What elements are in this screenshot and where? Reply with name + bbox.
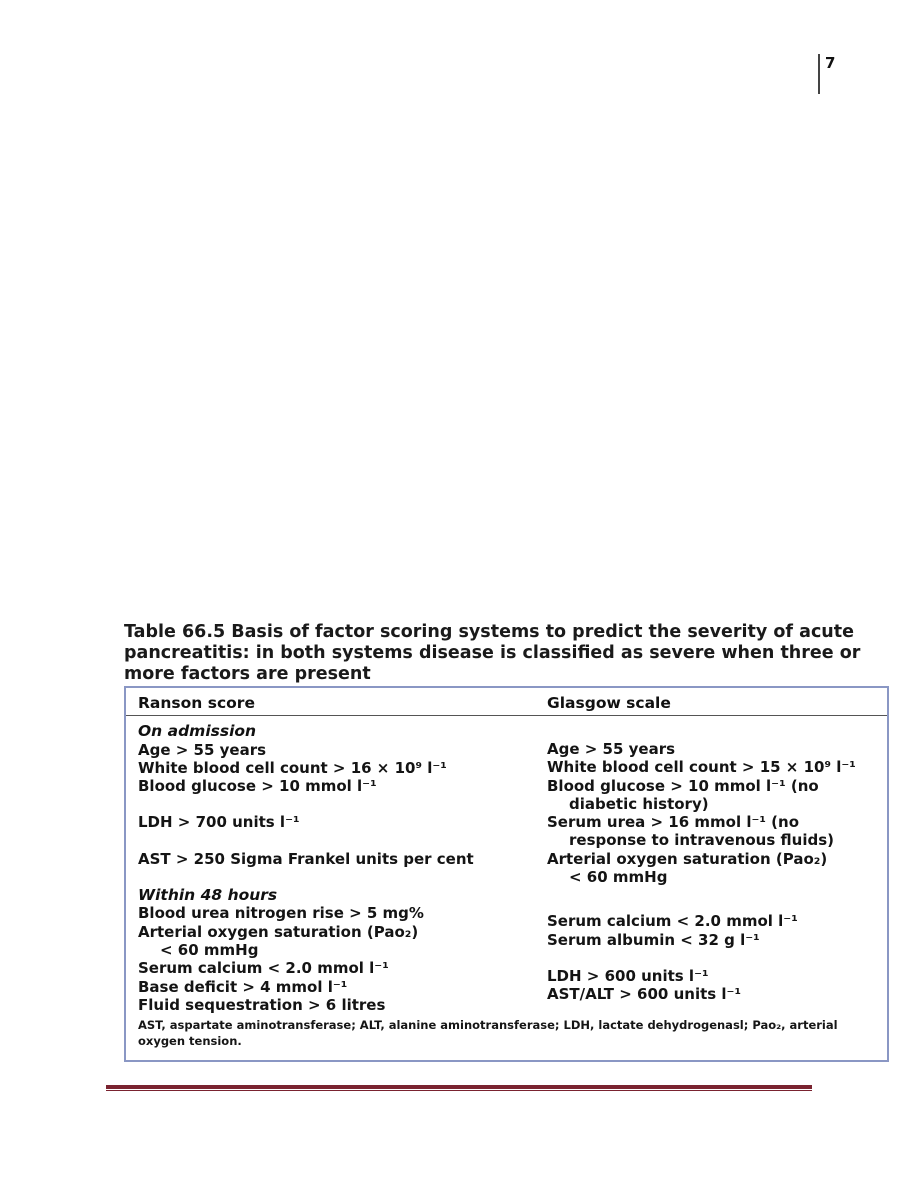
table-header-row [126,688,887,716]
ranson-row: Blood glucose > 10 mmol l⁻¹ [138,777,377,796]
glasgow-row: Serum albumin < 32 g l⁻¹ [547,930,760,949]
ranson-row: Arterial oxygen saturation (Pao₂) [138,922,419,941]
glasgow-row: diabetic history) [569,794,709,813]
ranson-row: White blood cell count > 16 × 10⁹ l⁻¹ [138,758,447,777]
footer-rule [106,1085,812,1089]
ranson-row: Base deficit > 4 mmol l⁻¹ [138,977,348,996]
ranson-row: Fluid sequestration > 6 litres [138,995,386,1014]
table-caption [124,622,884,685]
glasgow-row: Age > 55 years [547,740,676,758]
glasgow-row: Blood glucose > 10 mmol l⁻¹ (no [547,776,819,795]
glasgow-row: Serum calcium < 2.0 mmol l⁻¹ [547,912,798,931]
ranson-row: < 60 mmHg [160,941,259,960]
table-caption-label: Table 66.5 [124,622,226,642]
table-footnote: AST, aspartate aminotransferase; ALT, alanine aminotransferase; LDH, lactate dehydrogenasl; Pao₂, arterial oxygen tension. [138,1018,838,1048]
glasgow-row: LDH > 600 units l⁻¹ [547,966,709,985]
ranson-row: Serum calcium < 2.0 mmol l⁻¹ [138,959,389,978]
glasgow-row: White blood cell count > 15 × 10⁹ l⁻¹ [547,758,856,777]
ranson-row: Age > 55 years [138,740,267,759]
glasgow-row: Arterial oxygen saturation (Pao₂) [547,849,828,868]
ranson-row: Blood urea nitrogen rise > 5 mg% [138,904,424,923]
scoring-table [124,686,889,1062]
page-number-divider [818,54,820,94]
glasgow-row: < 60 mmHg [569,868,668,887]
glasgow-row: AST/ALT > 600 units l⁻¹ [547,985,742,1004]
ranson-header: Ranson score [138,694,255,712]
footer-rule-thin [106,1090,812,1091]
ranson-column [138,722,538,1014]
glasgow-column [547,722,882,1004]
ranson-row: AST > 250 Sigma Frankel units per cent [138,849,474,868]
glasgow-row: response to intravenous fluids) [569,831,834,850]
table-caption-text: Basis of factor scoring systems to predict the severity of acute pancreatitis: in both systems disease is classified as severe when three or more factors are present [124,622,861,684]
ranson-section-admission: On admission [138,722,257,740]
page-number: 7 [825,54,836,72]
ranson-section-48h: Within 48 hours [138,885,278,904]
glasgow-row: Serum urea > 16 mmol l⁻¹ (no [547,813,800,832]
glasgow-header: Glasgow scale [547,694,671,712]
ranson-row: LDH > 700 units l⁻¹ [138,813,300,832]
